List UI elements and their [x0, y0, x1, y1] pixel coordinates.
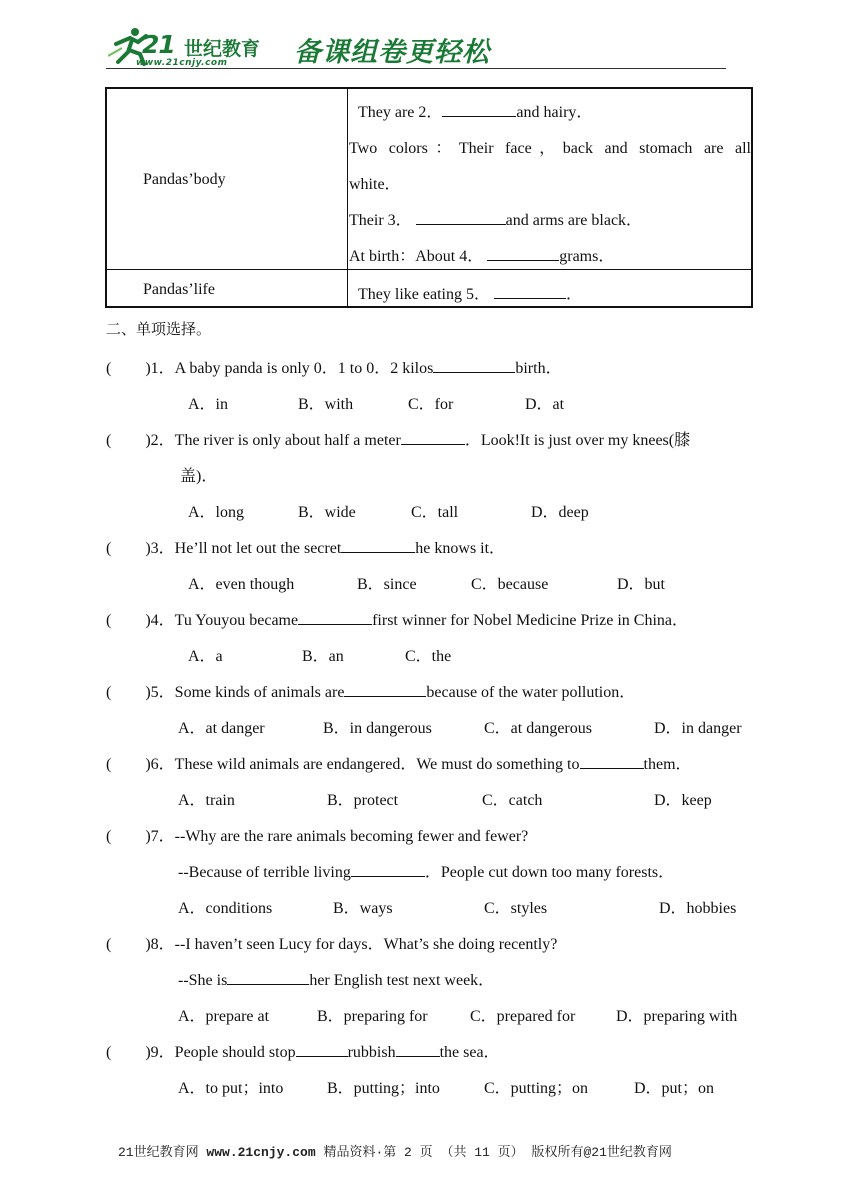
q9-option-c[interactable]: C．putting；on — [484, 1080, 589, 1097]
q9-blank-2[interactable] — [396, 1042, 440, 1057]
footer-copyright: 版权所有@21世纪教育网 — [531, 1145, 672, 1160]
logo-cn-text: 世纪教育 — [184, 38, 261, 60]
blank-4[interactable] — [487, 246, 559, 261]
table-row-divider — [105, 269, 753, 270]
q7-option-b[interactable]: B．ways — [333, 900, 393, 917]
q9-option-d[interactable]: D．put；on — [634, 1080, 715, 1097]
table-line-1-before: They are 2． — [358, 104, 443, 121]
q3-option-b[interactable]: B．since — [357, 576, 417, 593]
q7-blank[interactable] — [351, 862, 425, 877]
blank-3[interactable] — [416, 210, 506, 225]
table-column-divider — [347, 87, 348, 308]
header-logo — [108, 26, 528, 70]
q3-option-c[interactable]: C．because — [471, 576, 549, 593]
q5-option-a[interactable]: A．at danger — [178, 720, 265, 737]
q4-option-b[interactable]: B．an — [302, 648, 344, 665]
q1-blank[interactable] — [433, 358, 515, 373]
question-8: ( )8．--I haven’t seen Lucy for days．What’s she doing recently? — [106, 936, 558, 953]
q2-continuation: 盖)． — [180, 468, 218, 485]
q8-option-d[interactable]: D．preparing with — [616, 1008, 738, 1025]
table-line-1-after: and hairy． — [516, 104, 593, 121]
q2-option-c[interactable]: C．tall — [411, 504, 459, 521]
question-1: ( )1．A baby panda is only 0．1 to 0．2 kilos birth． — [106, 360, 562, 377]
page-footer — [118, 1141, 672, 1160]
table-line-4: Their 3． and arms are black． — [349, 212, 643, 229]
q3-option-a[interactable]: A．even though — [188, 576, 295, 593]
q5-option-d[interactable]: D．in danger — [654, 720, 742, 737]
q5-option-c[interactable]: C．at dangerous — [484, 720, 592, 737]
header-slogan: 备课组卷更轻松 — [294, 37, 490, 68]
q3-option-d[interactable]: D．but — [617, 576, 666, 593]
q1-option-c[interactable]: C．for — [408, 396, 454, 413]
q9-option-a[interactable]: A．to put；into — [178, 1080, 284, 1097]
table-line-3: white． — [349, 176, 401, 193]
header-rule — [106, 68, 726, 69]
q2-blank[interactable] — [401, 430, 465, 445]
table-label-body: Pandas’body — [143, 171, 226, 188]
q8-option-a[interactable]: A．prepare at — [178, 1008, 270, 1025]
q5-blank[interactable] — [344, 682, 426, 697]
q8-line-2: --She is her English test next week． — [178, 972, 495, 989]
table-life-line: They like eating 5． ． — [358, 286, 582, 303]
logo-url: www.21cnjy.com — [136, 58, 228, 68]
question-5: ( )5．Some kinds of animals are because of the water pollution． — [106, 684, 636, 701]
table-label-life: Pandas’life — [143, 281, 215, 298]
table-line-1 — [358, 99, 592, 122]
question-4: ( )4．Tu Youyou became first winner for Nobel Medicine Prize in China． — [106, 612, 689, 629]
question-6: ( )6．These wild animals are endangered．We must do something to them． — [106, 756, 692, 773]
q4-option-a[interactable]: A．a — [188, 648, 223, 665]
q2-option-b[interactable]: B．wide — [298, 504, 356, 521]
table-line-2: Two colors：Their face，back and stomach are all — [349, 140, 751, 157]
question-3: ( )3．He’ll not let out the secret he knows it． — [106, 540, 506, 557]
q7-option-d[interactable]: D．hobbies — [659, 900, 737, 917]
q6-option-b[interactable]: B．protect — [327, 792, 399, 809]
q6-option-d[interactable]: D．keep — [654, 792, 712, 809]
q2-option-d[interactable]: D．deep — [531, 504, 589, 521]
blank-5[interactable] — [494, 284, 566, 299]
section-title: 二、单项选择。 — [106, 320, 212, 338]
q7-line-2: --Because of terrible living ．People cut down too many forests． — [178, 864, 675, 881]
q1-option-a[interactable]: A．in — [188, 396, 229, 413]
q6-blank[interactable] — [580, 754, 644, 769]
question-2: ( )2．The river is only about half a meter ．Look!It is just over my knees(膝 — [106, 432, 691, 449]
q6-option-a[interactable]: A．train — [178, 792, 235, 809]
q6-option-c[interactable]: C．catch — [482, 792, 543, 809]
q9-option-b[interactable]: B．putting；into — [327, 1080, 440, 1097]
blank-2[interactable] — [442, 102, 516, 117]
q8-option-c[interactable]: C．prepared for — [470, 1008, 576, 1025]
q3-blank[interactable] — [341, 538, 415, 553]
q8-option-b[interactable]: B．preparing for — [317, 1008, 428, 1025]
q8-blank[interactable] — [227, 970, 309, 985]
footer-left: 21世纪教育网 — [118, 1145, 199, 1160]
q4-option-c[interactable]: C．the — [405, 648, 452, 665]
q1-option-b[interactable]: B．with — [298, 396, 354, 413]
question-7: ( )7．--Why are the rare animals becoming fewer and fewer? — [106, 828, 529, 845]
footer-site-link[interactable]: www.21cnjy.com — [206, 1145, 316, 1160]
footer-page-info: 精品资料·第 2 页 （共 11 页） — [323, 1145, 524, 1160]
q4-blank[interactable] — [298, 610, 372, 625]
q5-option-b[interactable]: B．in dangerous — [323, 720, 432, 737]
logo-number: 21 — [142, 30, 175, 59]
table-line-5: At birth：About 4． grams． — [349, 248, 615, 265]
q7-option-c[interactable]: C．styles — [484, 900, 548, 917]
q1-option-d[interactable]: D．at — [525, 396, 565, 413]
question-9: ( )9．People should stop rubbish the sea． — [106, 1044, 500, 1061]
q9-blank-1[interactable] — [296, 1042, 348, 1057]
q2-option-a[interactable]: A．long — [188, 504, 245, 521]
q7-option-a[interactable]: A．conditions — [178, 900, 273, 917]
